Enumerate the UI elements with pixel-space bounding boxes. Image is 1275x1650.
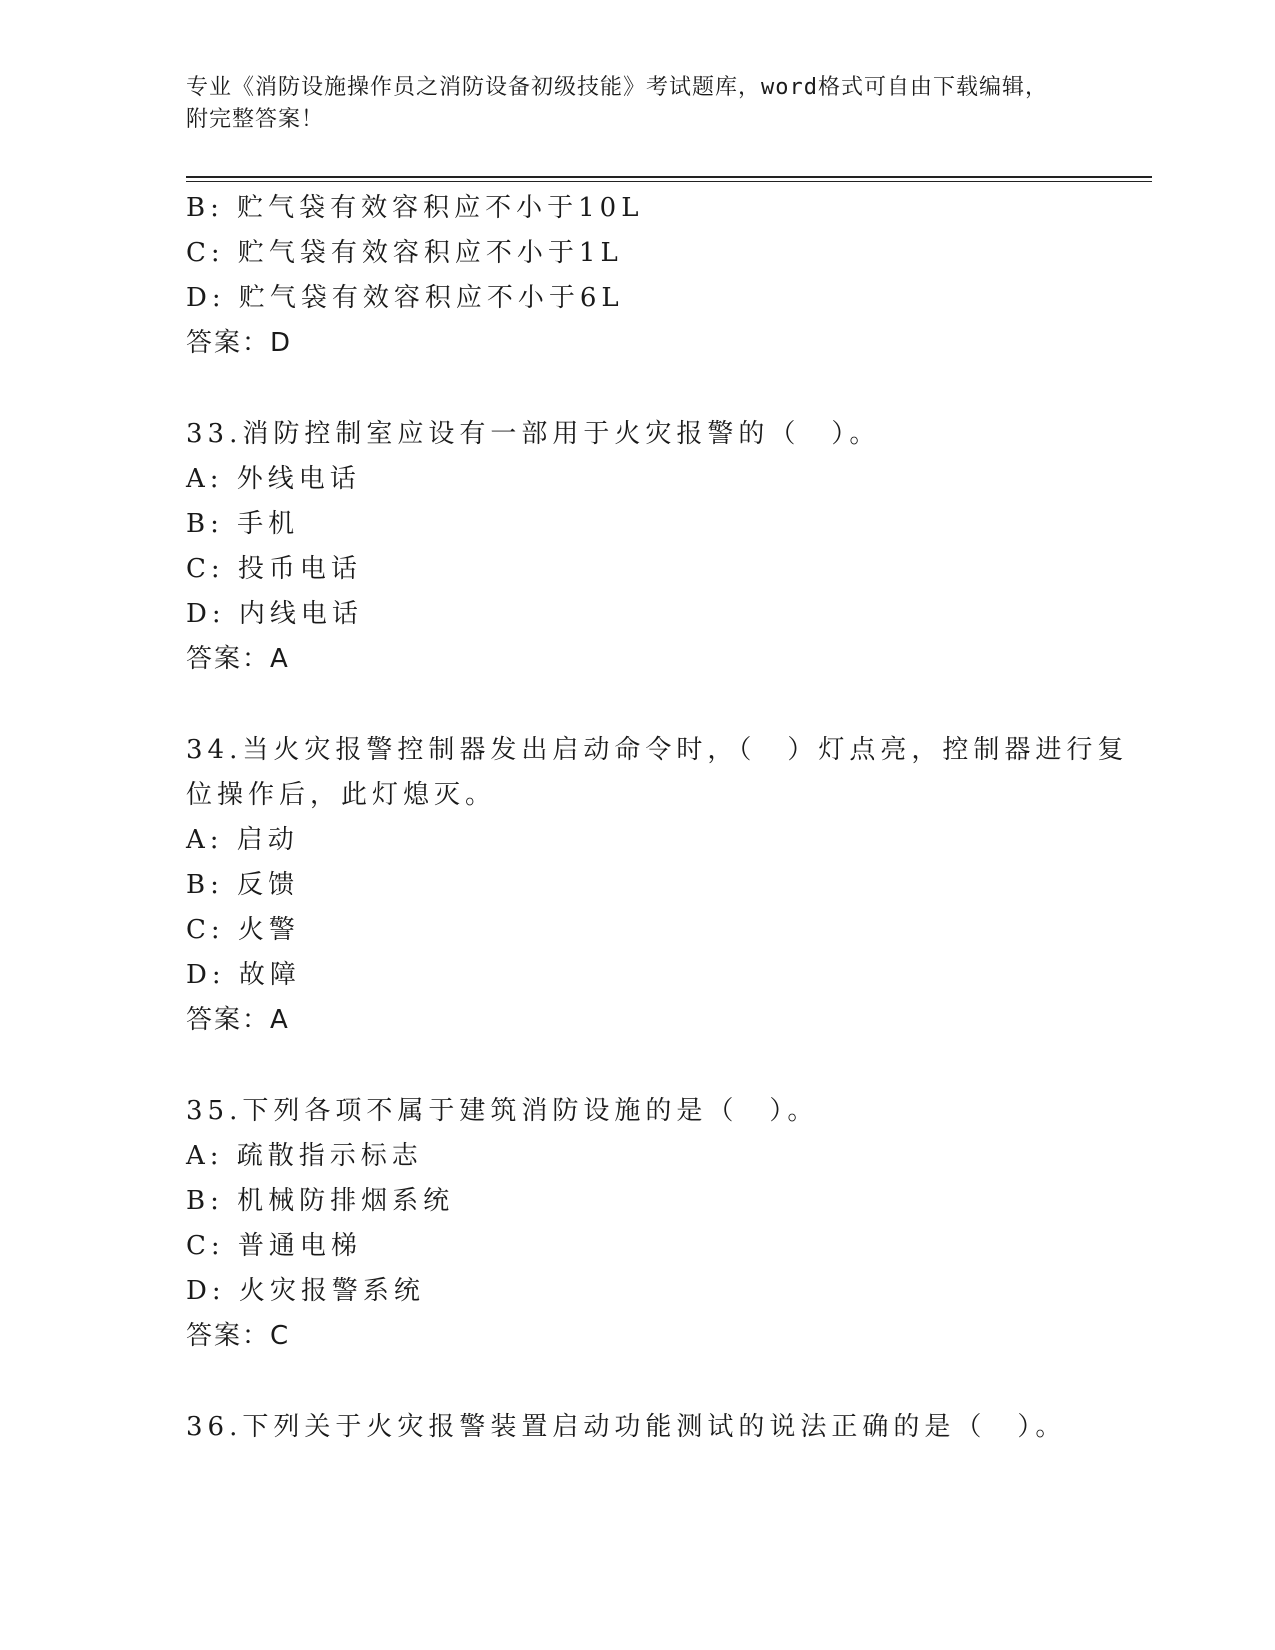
option-d: D: 故障 [186,960,301,990]
answer: 答案：C [186,1321,291,1351]
option-d: D: 内线电话 [186,599,363,629]
option-b: B: 机械防排烟系统 [186,1186,455,1216]
header-rule-thin [186,181,1152,182]
answer: 答案：A [186,1005,290,1035]
option-b: B: 贮气袋有效容积应不小于10L [186,193,644,223]
question-stem: 33.消防控制室应设有一部用于火灾报警的（ ）。 [186,419,881,449]
answer: 答案：D [186,328,293,358]
question-35 [186,1089,1086,1359]
question-34 [186,728,1129,1043]
question-stem-line-2: 位操作后，此灯熄灭。 [186,780,497,810]
option-c: C: 火警 [186,915,300,945]
option-d: D: 火灾报警系统 [186,1276,425,1306]
option-a: A: 启动 [186,825,299,855]
option-c: C: 普通电梯 [186,1231,362,1261]
option-b: B: 反馈 [186,870,300,900]
question-32-continued [186,186,1086,366]
option-c: C: 投币电话 [186,554,362,584]
question-list [186,186,1129,1450]
question-36 [186,1405,1086,1450]
header-rule-thick [186,176,1152,178]
question-stem: 35.下列各项不属于建筑消防设施的是（ ）。 [186,1096,819,1126]
question-stem: 36.下列关于火灾报警装置启动功能测试的说法正确的是（ ）。 [186,1412,1067,1442]
option-a: A: 外线电话 [186,464,361,494]
option-c: C: 贮气袋有效容积应不小于1L [186,238,623,268]
option-a: A: 疏散指示标志 [186,1141,423,1171]
document-header: 专业《消防设施操作员之消防设备初级技能》考试题库，word格式可自由下载编辑，附完整答案！ [186,75,1048,132]
answer: 答案：A [186,644,290,674]
question-stem-line-1: 34.当火灾报警控制器发出启动命令时，（ ）灯点亮，控制器进行复 [186,735,1129,765]
question-33 [186,412,1086,682]
option-b: B: 手机 [186,509,300,539]
option-d: D: 贮气袋有效容积应不小于6L [186,283,624,313]
